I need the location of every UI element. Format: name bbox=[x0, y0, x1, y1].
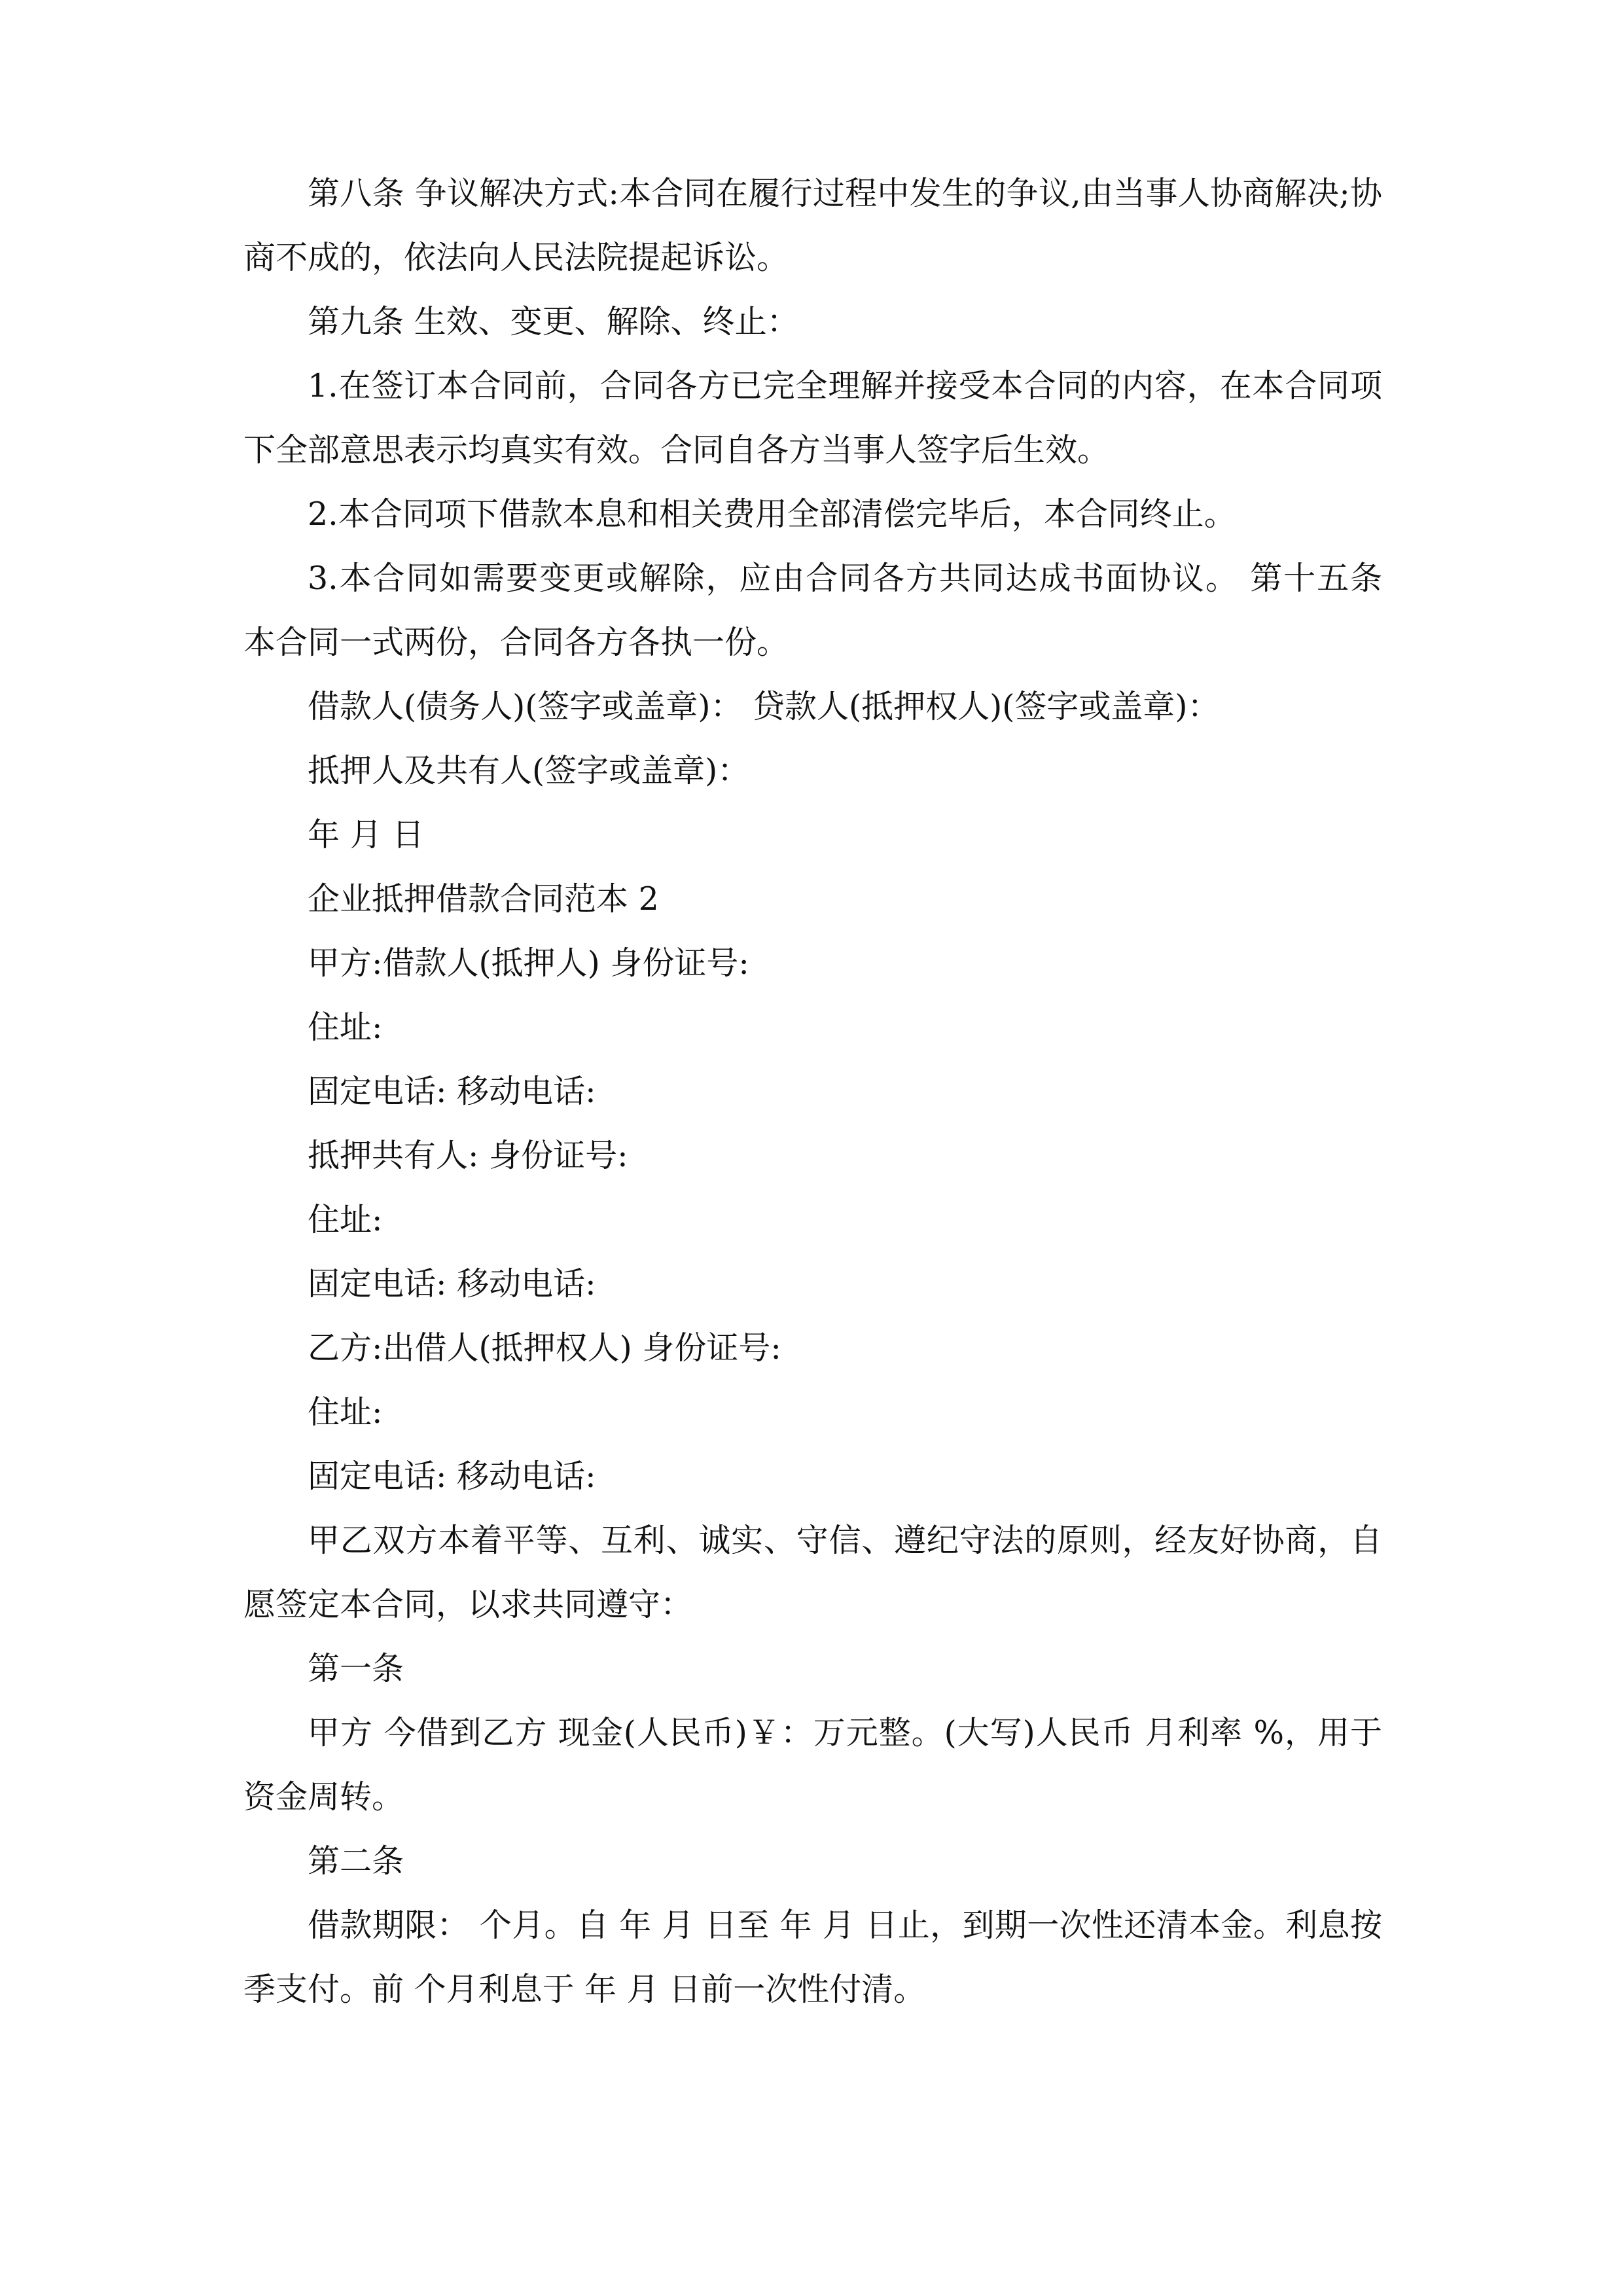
signature-borrower-lender: 借款人(债务人)(签字或盖章)： 贷款人(抵押权人)(签字或盖章)： bbox=[308, 688, 1220, 725]
clause-8-dispute-resolution: 第八条 争议解决方式:本合同在履行过程中发生的争议,由当事人协商解决;协商不成的，依法向人民法院提起诉讼。 bbox=[243, 175, 1382, 276]
preamble: 甲乙双方本着平等、互利、诚实、守信、遵纪守法的原则，经友好协商，自愿签定本合同，以求共同遵守： bbox=[243, 1522, 1382, 1623]
clause-9-item-2: 2.本合同项下借款本息和相关费用全部清偿完毕后，本合同终止。 bbox=[308, 495, 1236, 533]
co-owner-phone: 固定电话: 移动电话: bbox=[308, 1265, 596, 1302]
co-owner-line: 抵押共有人: 身份证号: bbox=[308, 1137, 628, 1174]
co-owner-address: 住址: bbox=[308, 1201, 383, 1238]
party-a-line: 甲方:借款人(抵押人) 身份证号: bbox=[308, 944, 749, 982]
document-body bbox=[243, 162, 1393, 2022]
template-2-title: 企业抵押借款合同范本 2 bbox=[308, 880, 659, 918]
article-1-heading: 第一条 bbox=[308, 1650, 404, 1687]
article-1-body: 甲方 今借到乙方 现金(人民币)￥：万元整。(大写)人民币 月利率 %，用于资金周转。 bbox=[243, 1714, 1382, 1816]
party-b-phone: 固定电话: 移动电话: bbox=[308, 1458, 596, 1495]
article-2-heading: 第二条 bbox=[308, 1842, 404, 1880]
article-2-body: 借款期限： 个月。自 年 月 日至 年 月 日止，到期一次性还清本金。利息按季支付。前 个月利息于 年 月 日前一次性付清。 bbox=[243, 1907, 1382, 2008]
party-a-address: 住址: bbox=[308, 1009, 383, 1046]
party-b-address: 住址: bbox=[308, 1393, 383, 1431]
signature-date: 年 月 日 bbox=[308, 816, 425, 853]
party-b-line: 乙方:出借人(抵押权人) 身份证号: bbox=[308, 1329, 781, 1367]
party-a-phone: 固定电话: 移动电话: bbox=[308, 1073, 596, 1110]
clause-9-item-3: 3.本合同如需要变更或解除，应由合同各方共同达成书面协议。 第十五条 本合同一式两份，合同各方各执一份。 bbox=[243, 560, 1393, 661]
clause-9-item-1: 1.在签订本合同前，合同各方已完全理解并接受本合同的内容，在本合同项下全部意思表示均真实有效。合同自各方当事人签字后生效。 bbox=[243, 367, 1382, 469]
signature-mortgagor: 抵押人及共有人(签字或盖章)： bbox=[308, 752, 750, 789]
clause-9-heading: 第九条 生效、变更、解除、终止： bbox=[308, 303, 799, 340]
